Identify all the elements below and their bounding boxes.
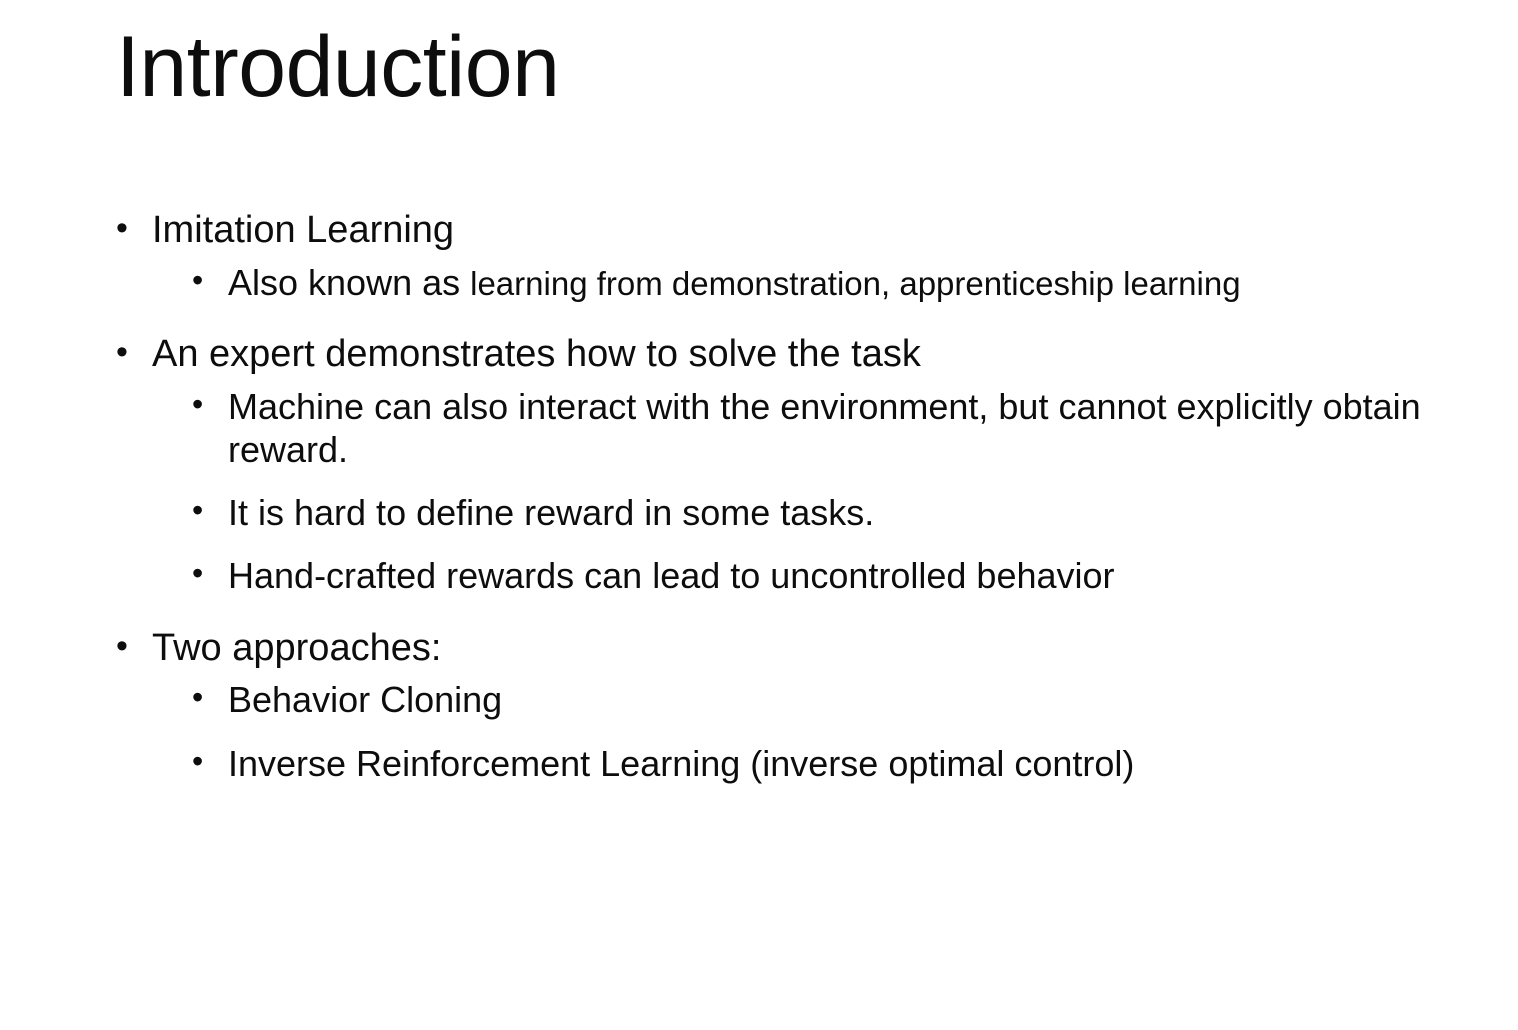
bullet-text: Hand-crafted rewards can lead to uncontrolled behavior	[228, 555, 1115, 597]
spacer	[110, 604, 1450, 626]
bullet-text: Machine can also interact with the environment, but cannot explicitly obtain reward.	[228, 385, 1421, 471]
bullet-imitation-learning	[110, 208, 1450, 253]
bullet-glyph-icon: •	[116, 209, 128, 247]
bullet-text: Two approaches:	[152, 626, 442, 669]
bullet-glyph-icon: •	[192, 385, 204, 422]
spacer	[110, 728, 1450, 734]
bullet-glyph-icon: •	[192, 742, 204, 779]
bullet-text: Inverse Reinforcement Learning (inverse optimal control)	[228, 742, 1135, 784]
bullet-glyph-icon: •	[192, 555, 204, 592]
page-title: Introduction	[116, 19, 560, 115]
bullet-text-prefix: Also known as	[228, 261, 471, 303]
spacer	[110, 540, 1450, 546]
bullet-glyph-icon: •	[192, 492, 204, 529]
bullet-two-approaches	[110, 626, 1450, 671]
bullet-glyph-icon: •	[116, 333, 128, 372]
bullet-inverse-reinforcement-learning	[110, 742, 1450, 785]
bullet-glyph-icon: •	[192, 679, 204, 716]
bullet-glyph-icon: •	[192, 261, 204, 298]
bullet-also-known-as	[110, 261, 1450, 304]
bullet-hard-to-define-reward	[110, 491, 1450, 534]
bullet-behavior-cloning	[110, 678, 1450, 721]
spacer	[110, 310, 1450, 332]
bullet-text: An expert demonstrates how to solve the task	[152, 333, 921, 376]
bullet-glyph-icon: •	[116, 626, 128, 665]
bullet-machine-interact	[110, 385, 1450, 471]
bullet-text: It is hard to define reward in some tasks.	[228, 492, 875, 534]
bullet-hand-crafted-rewards	[110, 554, 1450, 597]
bullet-text: Imitation Learning	[152, 209, 455, 251]
bullet-expert-demonstrates	[110, 332, 1450, 377]
slide-body	[110, 208, 1450, 791]
spacer	[110, 477, 1450, 483]
bullet-text-names: learning from demonstration, apprenticeship learning	[470, 264, 1241, 302]
bullet-text: Behavior Cloning	[228, 679, 503, 721]
